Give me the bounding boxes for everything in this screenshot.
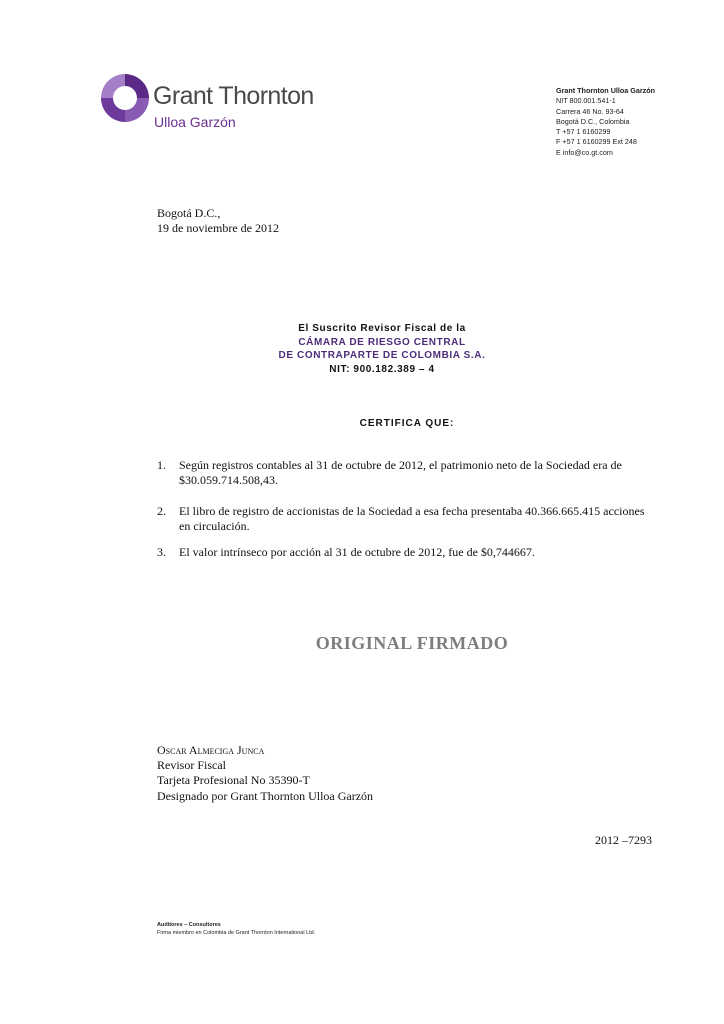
- contact-block: [556, 86, 655, 158]
- footer-line-2: Firma miembro en Colombia de Grant Thornton International Ltd.: [157, 929, 316, 936]
- item-number: 2.: [157, 504, 166, 518]
- contact-nit: NIT 800.001.541-1: [556, 96, 616, 106]
- place-date: [157, 206, 279, 236]
- signer-name: Oscar Almeciga Junca: [157, 743, 265, 757]
- contact-fax: F +57 1 6160299 Ext 248: [556, 137, 637, 147]
- item-text: Según registros contables al 31 de octubre de 2012, el patrimonio neto de la Sociedad era de $30.059.714.508,43.: [179, 458, 622, 487]
- heading-line-1: El Suscrito Revisor Fiscal de la: [298, 323, 466, 334]
- footer: [157, 922, 315, 937]
- signer-block: [157, 743, 373, 804]
- contact-phone: T +57 1 6160299: [556, 127, 611, 137]
- list-item: [157, 458, 657, 488]
- heading-line-2: CÁMARA DE RIESGO CENTRAL: [298, 336, 466, 348]
- item-text: El libro de registro de accionistas de la Sociedad a esa fecha presentaba 40.366.665.415 acciones en circulación.: [179, 504, 645, 533]
- date: 19 de noviembre de 2012: [157, 221, 279, 235]
- logo-name: Grant Thornton: [153, 82, 314, 110]
- heading: [0, 322, 724, 376]
- footer-line-1: Auditores – Consultores: [157, 922, 221, 928]
- original-signed-stamp: ORIGINAL FIRMADO: [315, 633, 509, 653]
- item-number: 1.: [157, 458, 166, 472]
- grant-thornton-logo-icon: [100, 73, 150, 123]
- signer-card: Tarjeta Profesional No 35390-T: [157, 773, 310, 788]
- contact-city: Bogotá D.C., Colombia: [556, 116, 630, 126]
- list-item: [157, 504, 657, 534]
- item-text: El valor intrínseco por acción al 31 de octubre de 2012, fue de $0,744667.: [179, 545, 535, 559]
- certifica-title: CERTIFICA QUE:: [359, 418, 455, 429]
- signer-role: Revisor Fiscal: [157, 758, 226, 773]
- contact-address: Carrera 46 No. 93-64: [556, 106, 624, 116]
- contact-email: E info@co.gt.com: [556, 147, 613, 157]
- item-number: 3.: [157, 545, 166, 559]
- list-item: [157, 545, 657, 560]
- heading-line-3: DE CONTRAPARTE DE COLOMBIA S.A.: [278, 350, 486, 361]
- signer-designated: Designado por Grant Thornton Ulloa Garzón: [157, 788, 374, 803]
- contact-firm: Grant Thornton Ulloa Garzón: [556, 86, 656, 95]
- logo-subtitle: Ulloa Garzón: [154, 114, 236, 130]
- heading-line-4: NIT: 900.182.389 – 4: [329, 363, 435, 375]
- place: Bogotá D.C.,: [157, 206, 221, 220]
- document-reference: 2012 –7293: [595, 833, 652, 847]
